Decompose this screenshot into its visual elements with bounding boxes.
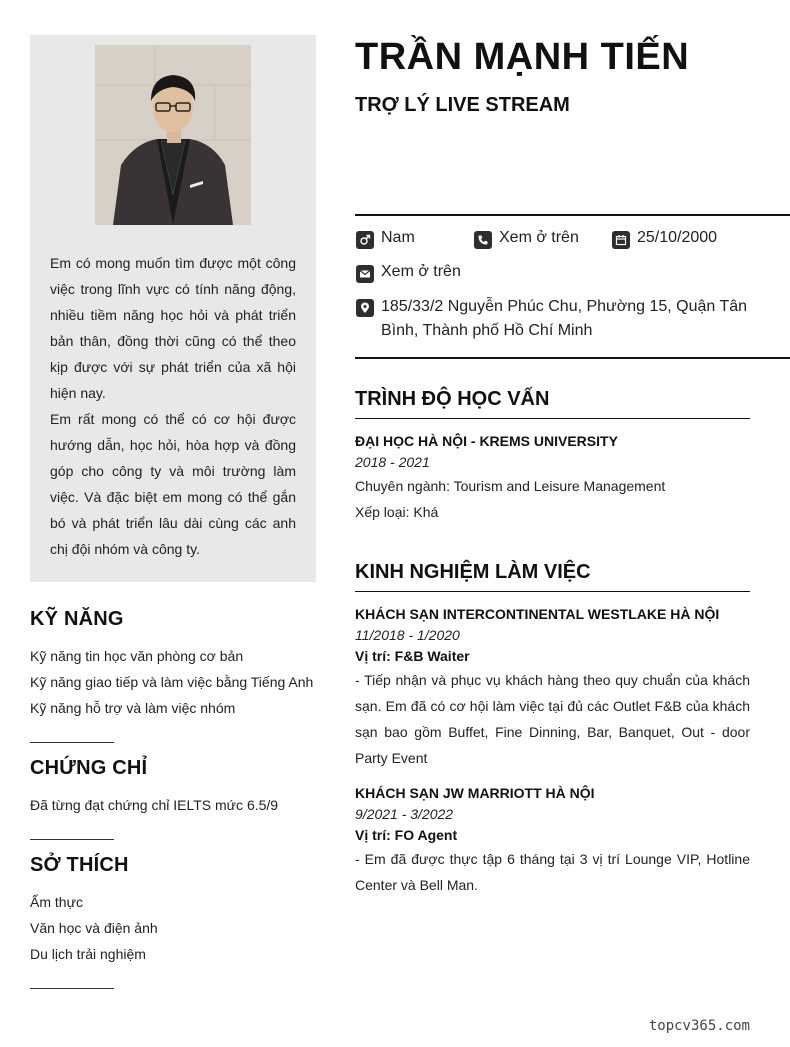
watermark: topcv365.com bbox=[648, 1018, 750, 1034]
hobby-item: Du lịch trải nghiệm bbox=[30, 946, 146, 962]
contact-bottom-divider bbox=[355, 357, 790, 359]
job-position: Vị trí: F&B Waiter bbox=[355, 648, 470, 664]
experience-title: KINH NGHIỆM LÀM VIỆC bbox=[355, 561, 750, 592]
certificate-item: Đã từng đạt chứng chỉ IELTS mức 6.5/9 bbox=[30, 797, 279, 813]
certificates-divider bbox=[30, 839, 114, 840]
job-position: Vị trí: FO Agent bbox=[355, 827, 458, 843]
career-objective bbox=[50, 250, 296, 562]
hobbies-section bbox=[30, 854, 320, 967]
job-description: - Em đã được thực tập 6 tháng tại 3 vị trí Lounge VIP, Hotline Center và Bell Man. bbox=[355, 851, 750, 893]
skill-item: Kỹ năng hỗ trợ và làm việc nhóm bbox=[30, 700, 236, 716]
profile-panel bbox=[30, 35, 316, 582]
skill-item: Kỹ năng giao tiếp và làm việc bằng Tiếng Anh bbox=[30, 674, 314, 690]
job-entry bbox=[355, 606, 750, 771]
skills-list bbox=[30, 643, 320, 721]
calendar-icon bbox=[612, 231, 630, 249]
hobbies-divider bbox=[30, 988, 114, 989]
education-period: 2018 - 2021 bbox=[355, 454, 430, 470]
hobby-item: Văn học và điện ảnh bbox=[30, 920, 158, 936]
contact-phone bbox=[474, 229, 579, 249]
location-pin-icon bbox=[356, 299, 374, 317]
objective-paragraph-1: Em có mong muốn tìm được một công việc trong lĩnh vực có tính năng động, nhiều tiềm năng học hỏi và phát triển bản thân, đồng thời cũng có thể theo kịp được với sự phát triển của xã hội hiện nay. bbox=[50, 255, 296, 401]
gender-icon bbox=[356, 231, 374, 249]
profile-photo bbox=[95, 45, 251, 225]
job-period: 9/2021 - 3/2022 bbox=[355, 806, 454, 822]
job-company: KHÁCH SẠN INTERCONTINENTAL WESTLAKE HÀ NỘI bbox=[355, 606, 720, 622]
gender-value: Nam bbox=[381, 229, 415, 246]
experience-section bbox=[355, 561, 750, 898]
job-period: 11/2018 - 1/2020 bbox=[355, 627, 460, 643]
skills-divider bbox=[30, 742, 114, 743]
address-value: 185/33/2 Nguyễn Phúc Chu, Phường 15, Quận Tân Bình, Thành phố Hồ Chí Minh bbox=[381, 298, 748, 339]
candidate-name: TRẦN MẠNH TIẾN bbox=[355, 36, 690, 78]
hobbies-list bbox=[30, 889, 320, 967]
education-title: TRÌNH ĐỘ HỌC VẤN bbox=[355, 388, 750, 419]
job-description: - Tiếp nhận và phục vụ khách hàng theo quy chuẩn của khách sạn. Em đã có cơ hội làm việc tại đủ các Outlet F&B của khách sạn bao gồm Buffet, Fine Dinning, Bar, Banquet, Out - door Party Event bbox=[355, 672, 750, 766]
contact-gender bbox=[356, 229, 415, 249]
phone-value: Xem ở trên bbox=[499, 229, 579, 246]
contact-top-divider bbox=[355, 214, 790, 216]
email-value: Xem ở trên bbox=[381, 263, 461, 280]
birthday-value: 25/10/2000 bbox=[637, 229, 718, 246]
hobbies-title: SỞ THÍCH bbox=[30, 854, 129, 876]
certificates-title: CHỨNG CHỈ bbox=[30, 757, 148, 779]
email-icon bbox=[356, 265, 374, 283]
certificates-section bbox=[30, 757, 320, 818]
phone-icon bbox=[474, 231, 492, 249]
job-entry bbox=[355, 785, 750, 898]
skills-section bbox=[30, 608, 320, 721]
contact-email bbox=[356, 263, 461, 283]
job-title: TRỢ LÝ LIVE STREAM bbox=[355, 94, 570, 116]
education-major: Chuyên ngành: Tourism and Leisure Management bbox=[355, 478, 666, 494]
skills-title: KỸ NĂNG bbox=[30, 608, 124, 630]
contact-address bbox=[356, 295, 761, 343]
skill-item: Kỹ năng tin học văn phòng cơ bản bbox=[30, 648, 244, 664]
contact-birthday bbox=[612, 229, 717, 249]
education-grade: Xếp loại: Khá bbox=[355, 504, 439, 520]
school-name: ĐẠI HỌC HÀ NỘI - KREMS UNIVERSITY bbox=[355, 433, 618, 449]
certificates-list bbox=[30, 792, 320, 818]
hobby-item: Ẩm thực bbox=[30, 894, 83, 910]
job-company: KHÁCH SẠN JW MARRIOTT HÀ NỘI bbox=[355, 785, 595, 801]
education-section bbox=[355, 388, 750, 525]
objective-paragraph-2: Em rất mong có thể có cơ hội được hướng dẫn, học hỏi, hòa hợp và đồng góp cho công ty và môi trường làm việc. Và đặc biệt em mong có thể gắn bó và phát triển lâu dài cùng các anh chị đội nhóm và công ty. bbox=[50, 411, 296, 557]
